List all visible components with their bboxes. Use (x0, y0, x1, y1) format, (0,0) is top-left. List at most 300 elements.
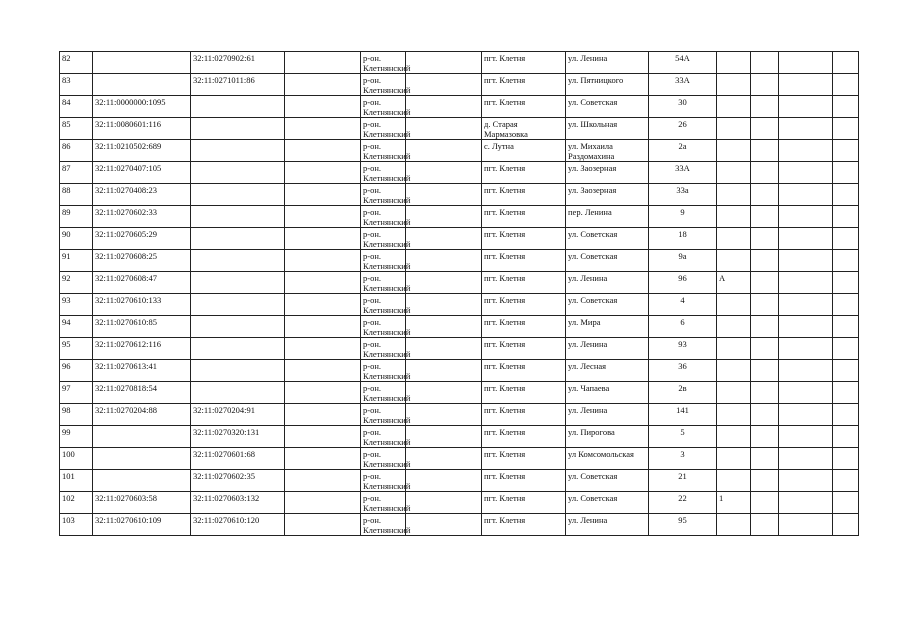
empty-cell (779, 492, 833, 514)
empty-cell (285, 184, 361, 206)
empty-cell (833, 52, 859, 74)
table-row (60, 74, 859, 96)
street-cell: ул. Ленина (566, 514, 649, 536)
empty-cell (751, 294, 779, 316)
cadastral-number-2-cell (191, 360, 285, 382)
street-cell: ул. Советская (566, 96, 649, 118)
empty-cell (406, 492, 482, 514)
table-row (60, 140, 859, 162)
empty-cell (779, 228, 833, 250)
empty-cell (833, 96, 859, 118)
cadastral-number-cell: 32:11:0270608:47 (93, 272, 191, 294)
empty-cell (751, 492, 779, 514)
empty-cell (779, 404, 833, 426)
house-number-cell: 93 (649, 338, 717, 360)
empty-cell (285, 338, 361, 360)
empty-cell (751, 272, 779, 294)
cadastral-number-2-cell (191, 382, 285, 404)
table-row (60, 338, 859, 360)
table-row (60, 470, 859, 492)
empty-cell (779, 426, 833, 448)
table-row (60, 316, 859, 338)
table-row (60, 184, 859, 206)
house-number-cell: 54А (649, 52, 717, 74)
district-cell: р-он. Клетнянский (361, 360, 406, 382)
empty-cell (285, 52, 361, 74)
building-letter-cell (717, 184, 751, 206)
empty-cell (406, 96, 482, 118)
empty-cell (779, 294, 833, 316)
street-cell: ул. Мира (566, 316, 649, 338)
empty-cell (285, 426, 361, 448)
empty-cell (779, 470, 833, 492)
row-number-cell: 100 (60, 448, 93, 470)
table-row (60, 514, 859, 536)
district-cell: р-он. Клетнянский (361, 404, 406, 426)
empty-cell (406, 250, 482, 272)
empty-cell (406, 514, 482, 536)
cadastral-number-cell: 32:11:0270818:54 (93, 382, 191, 404)
street-cell: ул. Ленина (566, 52, 649, 74)
row-number-cell: 102 (60, 492, 93, 514)
cadastral-number-cell (93, 426, 191, 448)
house-number-cell: 30 (649, 96, 717, 118)
cadastral-number-cell: 32:11:0000000:1095 (93, 96, 191, 118)
empty-cell (779, 162, 833, 184)
empty-cell (406, 228, 482, 250)
cadastral-number-2-cell: 32:11:0270204:91 (191, 404, 285, 426)
table-row (60, 206, 859, 228)
building-letter-cell: А (717, 272, 751, 294)
building-letter-cell (717, 382, 751, 404)
district-cell: р-он. Клетнянский (361, 448, 406, 470)
row-number-cell: 84 (60, 96, 93, 118)
settlement-cell: пгт. Клетня (482, 294, 566, 316)
settlement-cell: пгт. Клетня (482, 96, 566, 118)
cadastral-number-2-cell (191, 316, 285, 338)
table-row (60, 96, 859, 118)
empty-cell (779, 118, 833, 140)
empty-cell (833, 250, 859, 272)
empty-cell (833, 184, 859, 206)
settlement-cell: пгт. Клетня (482, 492, 566, 514)
row-number-cell: 88 (60, 184, 93, 206)
settlement-cell: пгт. Клетня (482, 272, 566, 294)
empty-cell (833, 74, 859, 96)
cadastral-number-2-cell (191, 338, 285, 360)
empty-cell (779, 382, 833, 404)
cadastral-number-cell: 32:11:0080601:116 (93, 118, 191, 140)
empty-cell (285, 294, 361, 316)
empty-cell (285, 140, 361, 162)
building-letter-cell (717, 404, 751, 426)
house-number-cell: 2а (649, 140, 717, 162)
house-number-cell: 2в (649, 382, 717, 404)
cadastral-number-cell (93, 470, 191, 492)
table-row (60, 404, 859, 426)
empty-cell (833, 316, 859, 338)
empty-cell (833, 338, 859, 360)
district-cell: р-он. Клетнянский (361, 338, 406, 360)
empty-cell (751, 250, 779, 272)
row-number-cell: 98 (60, 404, 93, 426)
empty-cell (779, 184, 833, 206)
empty-cell (833, 118, 859, 140)
registry-body (60, 52, 859, 536)
empty-cell (779, 140, 833, 162)
empty-cell (751, 404, 779, 426)
street-cell: ул. Ленина (566, 272, 649, 294)
cadastral-number-2-cell (191, 184, 285, 206)
empty-cell (751, 382, 779, 404)
district-cell: р-он. Клетнянский (361, 74, 406, 96)
row-number-cell: 87 (60, 162, 93, 184)
settlement-cell: пгт. Клетня (482, 470, 566, 492)
table-row (60, 162, 859, 184)
settlement-cell: пгт. Клетня (482, 206, 566, 228)
district-cell: р-он. Клетнянский (361, 470, 406, 492)
building-letter-cell (717, 206, 751, 228)
district-cell: р-он. Клетнянский (361, 382, 406, 404)
building-letter-cell (717, 470, 751, 492)
row-number-cell: 101 (60, 470, 93, 492)
empty-cell (833, 206, 859, 228)
settlement-cell: пгт. Клетня (482, 360, 566, 382)
empty-cell (406, 404, 482, 426)
empty-cell (285, 316, 361, 338)
cadastral-number-cell: 32:11:0270610:109 (93, 514, 191, 536)
row-number-cell: 93 (60, 294, 93, 316)
empty-cell (779, 272, 833, 294)
house-number-cell: 26 (649, 118, 717, 140)
empty-cell (285, 492, 361, 514)
empty-cell (751, 316, 779, 338)
empty-cell (751, 118, 779, 140)
empty-cell (285, 206, 361, 228)
street-cell: ул Комсомольская (566, 448, 649, 470)
empty-cell (285, 514, 361, 536)
empty-cell (751, 52, 779, 74)
street-cell: ул. Пирогова (566, 426, 649, 448)
district-cell: р-он. Клетнянский (361, 514, 406, 536)
building-letter-cell (717, 118, 751, 140)
empty-cell (751, 360, 779, 382)
building-letter-cell (717, 250, 751, 272)
empty-cell (751, 96, 779, 118)
empty-cell (751, 140, 779, 162)
cadastral-number-cell (93, 52, 191, 74)
empty-cell (406, 448, 482, 470)
building-letter-cell: 1 (717, 492, 751, 514)
district-cell: р-он. Клетнянский (361, 492, 406, 514)
street-cell: ул. Школьная (566, 118, 649, 140)
cadastral-number-cell (93, 448, 191, 470)
cadastral-number-2-cell: 32:11:0271011:86 (191, 74, 285, 96)
building-letter-cell (717, 426, 751, 448)
row-number-cell: 95 (60, 338, 93, 360)
empty-cell (406, 206, 482, 228)
building-letter-cell (717, 74, 751, 96)
street-cell: ул. Советская (566, 470, 649, 492)
row-number-cell: 89 (60, 206, 93, 228)
district-cell: р-он. Клетнянский (361, 162, 406, 184)
empty-cell (406, 162, 482, 184)
house-number-cell: 3 (649, 448, 717, 470)
cadastral-number-cell: 32:11:0270408:23 (93, 184, 191, 206)
street-cell: ул. Пятницкого (566, 74, 649, 96)
street-cell: пер. Ленина (566, 206, 649, 228)
empty-cell (406, 470, 482, 492)
cadastral-number-2-cell: 32:11:0270320:131 (191, 426, 285, 448)
row-number-cell: 103 (60, 514, 93, 536)
empty-cell (285, 74, 361, 96)
cadastral-number-2-cell (191, 118, 285, 140)
empty-cell (285, 162, 361, 184)
row-number-cell: 86 (60, 140, 93, 162)
cadastral-number-cell: 32:11:0270608:25 (93, 250, 191, 272)
street-cell: ул. Заозерная (566, 162, 649, 184)
row-number-cell: 90 (60, 228, 93, 250)
table-row (60, 228, 859, 250)
empty-cell (406, 338, 482, 360)
empty-cell (833, 426, 859, 448)
empty-cell (285, 360, 361, 382)
cadastral-number-cell: 32:11:0270407:105 (93, 162, 191, 184)
settlement-cell: пгт. Клетня (482, 426, 566, 448)
cadastral-number-2-cell: 32:11:0270602:35 (191, 470, 285, 492)
empty-cell (833, 448, 859, 470)
empty-cell (406, 360, 482, 382)
empty-cell (751, 470, 779, 492)
empty-cell (285, 228, 361, 250)
building-letter-cell (717, 294, 751, 316)
house-number-cell: 21 (649, 470, 717, 492)
building-letter-cell (717, 140, 751, 162)
street-cell: ул. Михаила Раздомахина (566, 140, 649, 162)
table-row (60, 382, 859, 404)
empty-cell (285, 382, 361, 404)
house-number-cell: 4 (649, 294, 717, 316)
empty-cell (833, 228, 859, 250)
empty-cell (779, 360, 833, 382)
building-letter-cell (717, 228, 751, 250)
empty-cell (833, 272, 859, 294)
settlement-cell: с. Лутна (482, 140, 566, 162)
street-cell: ул. Заозерная (566, 184, 649, 206)
empty-cell (779, 52, 833, 74)
cadastral-number-2-cell: 32:11:0270902:61 (191, 52, 285, 74)
house-number-cell: 141 (649, 404, 717, 426)
table-row (60, 52, 859, 74)
house-number-cell: 6 (649, 316, 717, 338)
table-row (60, 272, 859, 294)
empty-cell (751, 162, 779, 184)
table-row (60, 448, 859, 470)
empty-cell (406, 382, 482, 404)
empty-cell (406, 118, 482, 140)
row-number-cell: 85 (60, 118, 93, 140)
settlement-cell: пгт. Клетня (482, 404, 566, 426)
building-letter-cell (717, 514, 751, 536)
cadastral-number-2-cell (191, 96, 285, 118)
street-cell: ул. Ленина (566, 338, 649, 360)
street-cell: ул. Лесная (566, 360, 649, 382)
row-number-cell: 82 (60, 52, 93, 74)
district-cell: р-он. Клетнянский (361, 118, 406, 140)
district-cell: р-он. Клетнянский (361, 250, 406, 272)
empty-cell (285, 448, 361, 470)
settlement-cell: пгт. Клетня (482, 250, 566, 272)
empty-cell (779, 96, 833, 118)
empty-cell (751, 184, 779, 206)
cadastral-number-2-cell (191, 206, 285, 228)
empty-cell (406, 52, 482, 74)
empty-cell (406, 294, 482, 316)
empty-cell (285, 250, 361, 272)
street-cell: ул. Советская (566, 228, 649, 250)
empty-cell (833, 404, 859, 426)
empty-cell (779, 448, 833, 470)
house-number-cell: 33А (649, 74, 717, 96)
empty-cell (779, 74, 833, 96)
empty-cell (751, 338, 779, 360)
district-cell: р-он. Клетнянский (361, 228, 406, 250)
table-row (60, 118, 859, 140)
district-cell: р-он. Клетнянский (361, 316, 406, 338)
empty-cell (406, 426, 482, 448)
cadastral-number-cell: 32:11:0270602:33 (93, 206, 191, 228)
empty-cell (285, 470, 361, 492)
cadastral-number-cell: 32:11:0270610:133 (93, 294, 191, 316)
building-letter-cell (717, 316, 751, 338)
table-row (60, 492, 859, 514)
settlement-cell: пгт. Клетня (482, 52, 566, 74)
cadastral-number-2-cell (191, 250, 285, 272)
street-cell: ул. Советская (566, 492, 649, 514)
district-cell: р-он. Клетнянский (361, 206, 406, 228)
cadastral-number-2-cell: 32:11:0270601:68 (191, 448, 285, 470)
empty-cell (285, 96, 361, 118)
settlement-cell: пгт. Клетня (482, 316, 566, 338)
cadastral-number-cell: 32:11:0270612:116 (93, 338, 191, 360)
house-number-cell: 22 (649, 492, 717, 514)
district-cell: р-он. Клетнянский (361, 272, 406, 294)
building-letter-cell (717, 52, 751, 74)
settlement-cell: пгт. Клетня (482, 228, 566, 250)
empty-cell (833, 140, 859, 162)
empty-cell (751, 426, 779, 448)
empty-cell (833, 162, 859, 184)
cadastral-number-2-cell (191, 294, 285, 316)
cadastral-number-2-cell (191, 162, 285, 184)
empty-cell (406, 140, 482, 162)
district-cell: р-он. Клетнянский (361, 184, 406, 206)
row-number-cell: 91 (60, 250, 93, 272)
cadastral-number-cell: 32:11:0270605:29 (93, 228, 191, 250)
empty-cell (751, 514, 779, 536)
settlement-cell: пгт. Клетня (482, 184, 566, 206)
cadastral-number-cell: 32:11:0270204:88 (93, 404, 191, 426)
row-number-cell: 96 (60, 360, 93, 382)
building-letter-cell (717, 338, 751, 360)
house-number-cell: 36 (649, 360, 717, 382)
cadastral-number-2-cell (191, 140, 285, 162)
settlement-cell: пгт. Клетня (482, 74, 566, 96)
row-number-cell: 97 (60, 382, 93, 404)
settlement-cell: д. Старая Мармазовка (482, 118, 566, 140)
empty-cell (751, 74, 779, 96)
empty-cell (285, 272, 361, 294)
settlement-cell: пгт. Клетня (482, 514, 566, 536)
district-cell: р-он. Клетнянский (361, 140, 406, 162)
building-letter-cell (717, 162, 751, 184)
empty-cell (285, 404, 361, 426)
district-cell: р-он. Клетнянский (361, 426, 406, 448)
cadastral-number-cell: 32:11:0270603:58 (93, 492, 191, 514)
empty-cell (833, 470, 859, 492)
table-row (60, 360, 859, 382)
row-number-cell: 94 (60, 316, 93, 338)
empty-cell (779, 514, 833, 536)
building-letter-cell (717, 96, 751, 118)
house-number-cell: 18 (649, 228, 717, 250)
house-number-cell: 33А (649, 162, 717, 184)
empty-cell (406, 184, 482, 206)
district-cell: р-он. Клетнянский (361, 96, 406, 118)
empty-cell (779, 316, 833, 338)
empty-cell (779, 206, 833, 228)
cadastral-number-cell: 32:11:0270610:85 (93, 316, 191, 338)
empty-cell (833, 360, 859, 382)
house-number-cell: 96 (649, 272, 717, 294)
address-registry-table (59, 51, 859, 536)
cadastral-number-2-cell (191, 228, 285, 250)
empty-cell (751, 228, 779, 250)
settlement-cell: пгт. Клетня (482, 448, 566, 470)
street-cell: ул. Советская (566, 294, 649, 316)
empty-cell (406, 316, 482, 338)
house-number-cell: 9 (649, 206, 717, 228)
street-cell: ул. Ленина (566, 404, 649, 426)
cadastral-number-2-cell (191, 272, 285, 294)
empty-cell (751, 206, 779, 228)
building-letter-cell (717, 360, 751, 382)
table-row (60, 250, 859, 272)
empty-cell (406, 74, 482, 96)
table-row (60, 426, 859, 448)
cadastral-number-cell (93, 74, 191, 96)
cadastral-number-cell: 32:11:0210502:689 (93, 140, 191, 162)
cadastral-number-2-cell: 32:11:0270603:132 (191, 492, 285, 514)
empty-cell (833, 294, 859, 316)
house-number-cell: 33а (649, 184, 717, 206)
row-number-cell: 92 (60, 272, 93, 294)
street-cell: ул. Советская (566, 250, 649, 272)
district-cell: р-он. Клетнянский (361, 294, 406, 316)
cadastral-number-2-cell: 32:11:0270610:120 (191, 514, 285, 536)
house-number-cell: 9а (649, 250, 717, 272)
row-number-cell: 83 (60, 74, 93, 96)
house-number-cell: 95 (649, 514, 717, 536)
empty-cell (285, 118, 361, 140)
empty-cell (833, 382, 859, 404)
house-number-cell: 5 (649, 426, 717, 448)
cadastral-number-cell: 32:11:0270613:41 (93, 360, 191, 382)
table-row (60, 294, 859, 316)
empty-cell (406, 272, 482, 294)
district-cell: р-он. Клетнянский (361, 52, 406, 74)
settlement-cell: пгт. Клетня (482, 162, 566, 184)
